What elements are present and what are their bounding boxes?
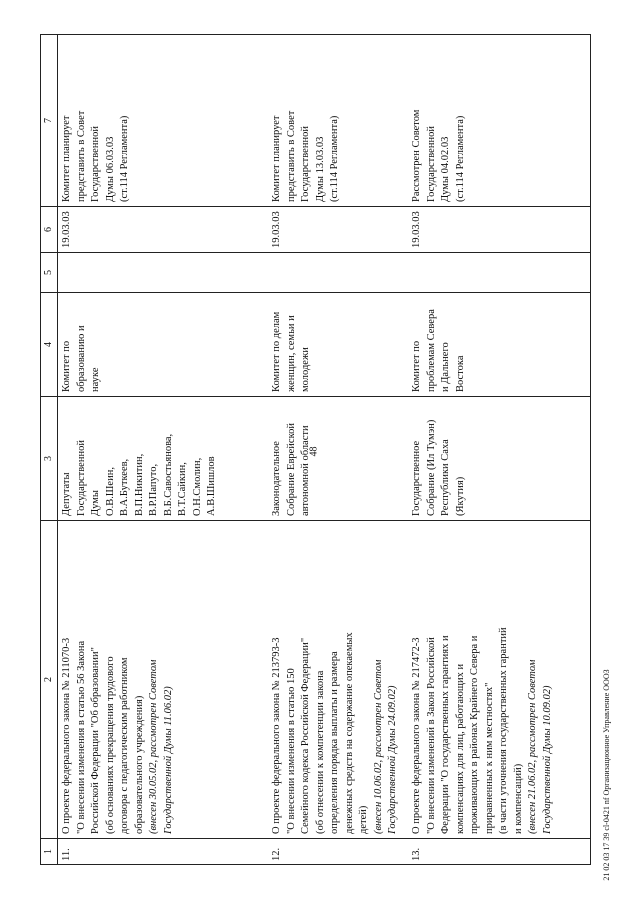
status-cell: Рассмотрен Советом Государственной Думы 04.02.03 (ст.114 Регламента) xyxy=(408,35,591,207)
row-number: 11. xyxy=(58,839,269,865)
page-number: 48 xyxy=(308,446,320,457)
bill-author: Депутаты Государственной Думы О.В.Шеин, В.А.Буткеев, В.П.Никитин, В.Р.Папуто, В.Б.Савостьянова, В.Т.Сайкин, О.Н.Смолин, А.В.Шишлов xyxy=(58,397,269,521)
responsible-committee: Комитет по проблемам Севера и Дальнего Востока xyxy=(408,293,591,397)
bill-note: (внесен 21.06.02, рассмотрен Советом xyxy=(527,659,538,834)
column-header: 2 xyxy=(41,521,58,839)
column-header: 1 xyxy=(41,839,58,865)
column-5-cell xyxy=(408,253,591,293)
row-number: 13. xyxy=(408,839,591,865)
status-cell: Комитет планирует представить в Совет Государственной Думы 13.03.03 (ст.114 Регламента) xyxy=(268,35,408,207)
date-cell: 19.03.03 xyxy=(268,207,408,253)
column-5-cell xyxy=(268,253,408,293)
bill-description: О проекте федерального закона № 217472-3 "О внесении изменений в Закон Российской Федерации "О государственных гарантиях и компенсациях для лиц, работающих и проживающих в районах Крайнего Севера и приравненных к ним местностях" (в части уточнения государственных гарантий и компенсаций) (внесен 21.06.02, рассмотрен Советом Государственной Думы 10.09.02) xyxy=(408,521,591,839)
column-header: 3 xyxy=(41,397,58,521)
table-row xyxy=(408,35,591,865)
status-cell: Комитет планирует представить в Совет Государственной Думы 06.03.03 (ст.114 Регламента) xyxy=(58,35,269,207)
column-header: 7 xyxy=(41,35,58,207)
bill-description: О проекте федерального закона № 213793-3 "О внесении изменения в статью 150 Семейного кодекса Российской Федерации" (об отнесении к компетенции закона определения порядка выплаты и размера денежных средств на содержание опекаемых детей) (внесен 10.06.02, рассмотрен Советом Государственной Думы 24.09.02) xyxy=(268,521,408,839)
bills-table xyxy=(40,34,591,865)
bill-note: (внесен 30.05.02, рассмотрен Советом xyxy=(148,659,159,834)
row-number: 12. xyxy=(268,839,408,865)
date-cell: 19.03.03 xyxy=(58,207,269,253)
column-5-cell xyxy=(58,253,269,293)
table-row xyxy=(58,35,269,865)
date-cell: 19.03.03 xyxy=(408,207,591,253)
bill-author: Государственное Собрание (Ил Тумэн) Республики Саха (Якутия) xyxy=(408,397,591,521)
footer-text: 21 02 03 17 39 cl-0421 nf Организационное Управление ОООЗ xyxy=(602,669,611,881)
bill-note: (внесен 10.06.02, рассмотрен Советом xyxy=(372,659,384,834)
responsible-committee: Комитет по делам женщин, семьи и молодежи xyxy=(268,293,408,397)
column-header: 6 xyxy=(41,207,58,253)
rotated-table-container xyxy=(40,35,595,865)
bill-author: Законодательное Собрание Еврейской автономной области xyxy=(268,397,408,521)
column-header: 5 xyxy=(41,253,58,293)
responsible-committee: Комитет по образованию и науке xyxy=(58,293,269,397)
header-row xyxy=(41,35,58,865)
table-row xyxy=(268,35,408,865)
bill-description: О проекте федерального закона № 211070-3 "О внесении изменения в статью 56 Закона Российской Федерации "Об образовании" (об основаниях прекращения трудового договора с педагогическим работником образовательного учреждения) (внесен 30.05.02, рассмотрен Советом Государственной Думы 11.06.02) xyxy=(58,521,269,839)
column-header: 4 xyxy=(41,293,58,397)
